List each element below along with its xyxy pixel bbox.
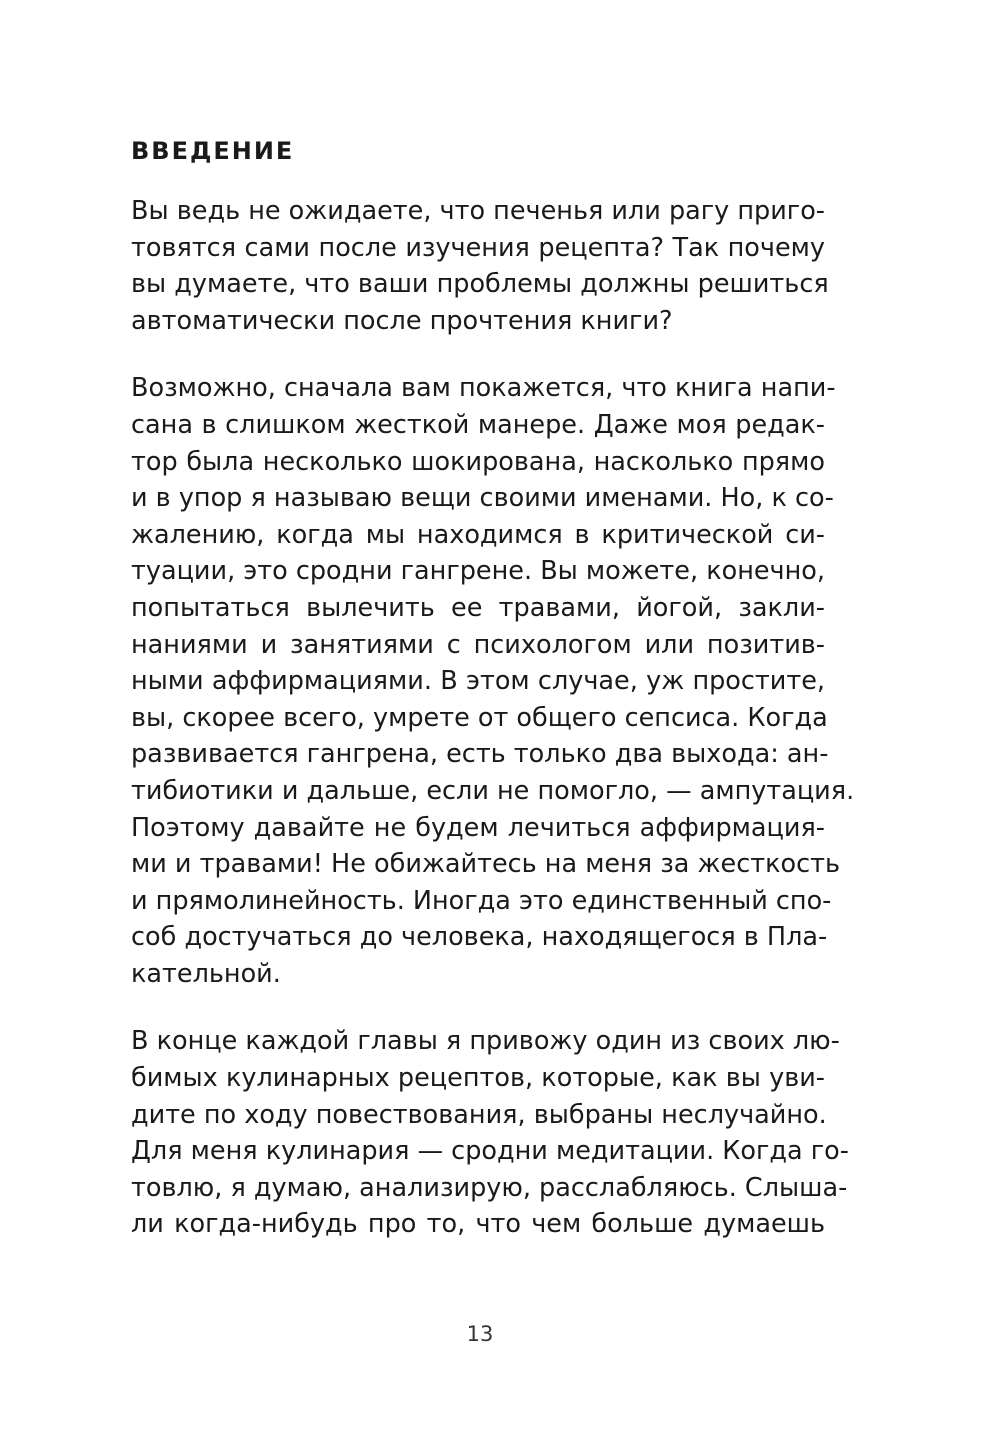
text-line: кательной. (131, 958, 281, 989)
paragraph-3 (131, 1023, 849, 1243)
text-line: бимых кулинарных рецептов, которые, как вы уви- (131, 1063, 825, 1094)
paragraph-2 (131, 370, 855, 992)
text-line: ли когда-нибудь про то, что чем больше думаешь (131, 1209, 825, 1240)
text-line: Для меня кулинария — сродни медитации. Когда го- (131, 1136, 849, 1167)
text-line: товлю, я думаю, анализирую, расслабляюсь. Слыша- (131, 1172, 848, 1203)
text-line: тор была несколько шокирована, насколько прямо (131, 446, 825, 477)
page-number: 13 (466, 1322, 494, 1346)
text-line: и в упор я называю вещи своими именами. Но, к со- (131, 483, 834, 514)
text-line: В конце каждой главы я привожу один из своих лю- (131, 1026, 840, 1057)
text-line: попытаться вылечить ее травами, йогой, закли- (131, 592, 825, 623)
text-line: Поэтому давайте не будем лечиться аффирмация- (131, 812, 825, 843)
text-line: сана в слишком жесткой манере. Даже моя редак- (131, 409, 825, 440)
text-line: соб достучаться до человека, находящегося в Пла- (131, 922, 828, 953)
text-line: Возможно, сначала вам покажется, что книга напи- (131, 373, 836, 404)
text-line: вы думаете, что ваши проблемы должны решиться (131, 269, 829, 300)
text-line: автоматически после прочтения книги? (131, 305, 673, 336)
text-line: Вы ведь не ожидаете, что печенья или рагу приго- (131, 196, 826, 226)
body-text (131, 193, 855, 1243)
text-line: туации, это сродни гангрене. Вы можете, конечно, (131, 556, 825, 587)
text-line: тибиотики и дальше, если не помогло, — ампутация. (131, 775, 855, 806)
text-line: товятся сами после изучения рецепта? Так почему (131, 232, 825, 263)
text-line: жалению, когда мы находимся в критической си- (131, 519, 825, 550)
text-line: ными аффирмациями. В этом случае, уж простите, (131, 666, 825, 697)
text-line: вы, скорее всего, умрете от общего сепсиса. Когда (131, 702, 828, 733)
text-line: дите по ходу повествования, выбраны неслучайно. (131, 1099, 827, 1130)
text-line: ми и травами! Не обижайтесь на меня за жесткость (131, 849, 840, 880)
chapter-heading: ВВЕДЕНИЕ (131, 137, 295, 165)
text-line: и прямолинейность. Иногда это единственный спо- (131, 885, 832, 916)
text-line: развивается гангрена, есть только два выхода: ан- (131, 739, 829, 770)
text-line: наниями и занятиями с психологом или позитив- (131, 629, 825, 660)
paragraph-1 (131, 193, 831, 339)
